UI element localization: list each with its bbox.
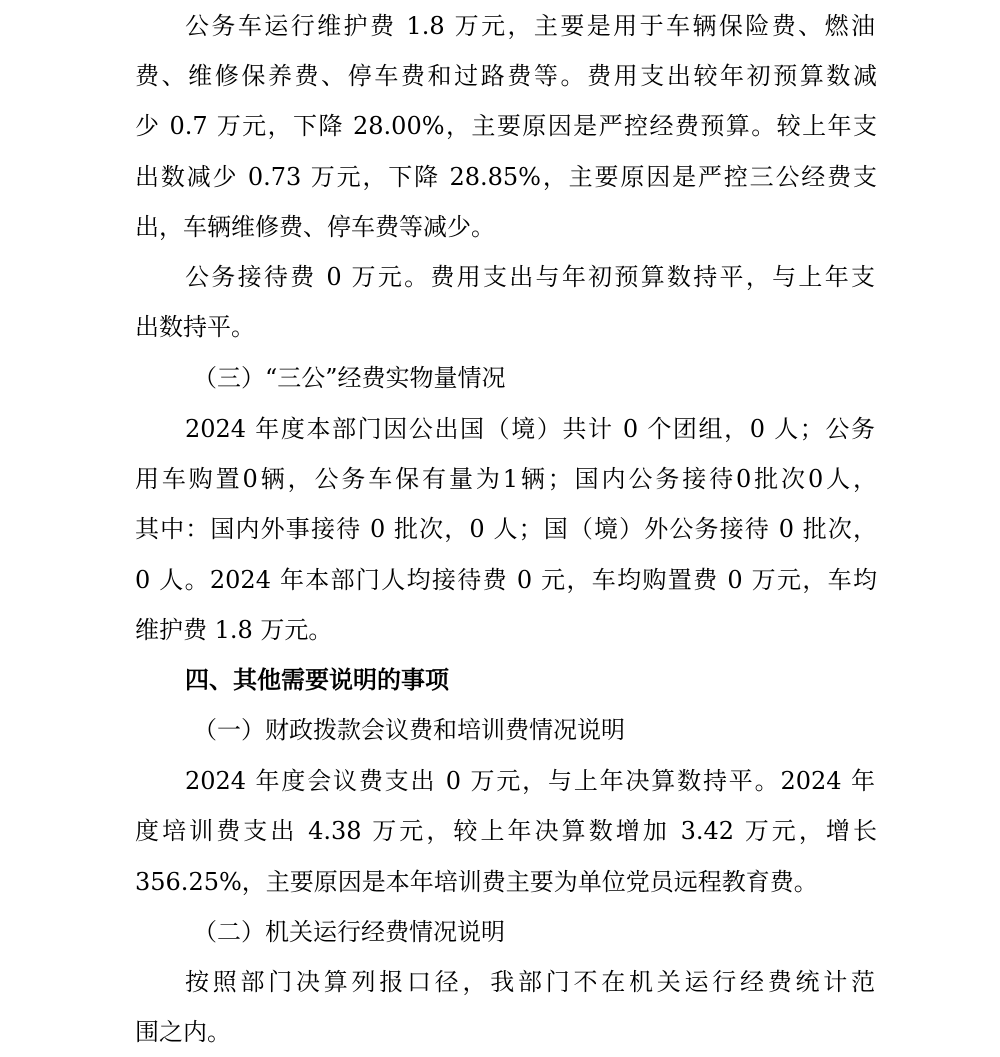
text-line: 公务接待费 0 万元。费用支出与年初预算数持平，与上年支 [185,263,875,291]
text-line: 出数减少 0.73 万元，下降 28.85%，主要原因是严控三公经费支 [135,163,877,191]
text-line: 费、维修保养费、停车费和过路费等。费用支出较年初预算数减 [135,62,877,90]
text-line: 用车购置0辆，公务车保有量为1辆；国内公务接待0批次0人， [135,465,877,493]
text-line: 356.25%，主要原因是本年培训费主要为单位党员远程教育费。 [135,868,818,896]
text-line: 围之内。 [135,1018,231,1046]
text-line: 度培训费支出 4.38 万元，较上年决算数增加 3.42 万元，增长 [135,817,877,845]
subheading-sangong-quantity: （三）“三公”经费实物量情况 [193,364,506,392]
text-line: 少 0.7 万元，下降 28.00%，主要原因是严控经费预算。较上年支 [135,112,877,140]
text-line: 出数持平。 [135,313,255,341]
text-line: 按照部门决算列报口径，我部门不在机关运行经费统计范 [185,968,875,996]
text-line: 出，车辆维修费、停车费等减少。 [135,213,495,241]
text-line: 0 人。2024 年本部门人均接待费 0 元，车均购置费 0 万元，车均 [135,566,877,594]
section-heading-other-matters: 四、其他需要说明的事项 [185,666,449,694]
text-line: 公务车运行维护费 1.8 万元，主要是用于车辆保险费、燃油 [185,12,875,40]
text-line: 其中：国内外事接待 0 批次，0 人；国（境）外公务接待 0 批次， [135,515,877,543]
subheading-meeting-training: （一）财政拨款会议费和培训费情况说明 [193,716,625,744]
subheading-operating-expenses: （二）机关运行经费情况说明 [193,918,505,946]
text-line: 2024 年度会议费支出 0 万元，与上年决算数持平。2024 年 [185,767,875,795]
text-line: 维护费 1.8 万元。 [135,616,333,644]
text-line: 2024 年度本部门因公出国（境）共计 0 个团组，0 人；公务 [185,415,875,443]
